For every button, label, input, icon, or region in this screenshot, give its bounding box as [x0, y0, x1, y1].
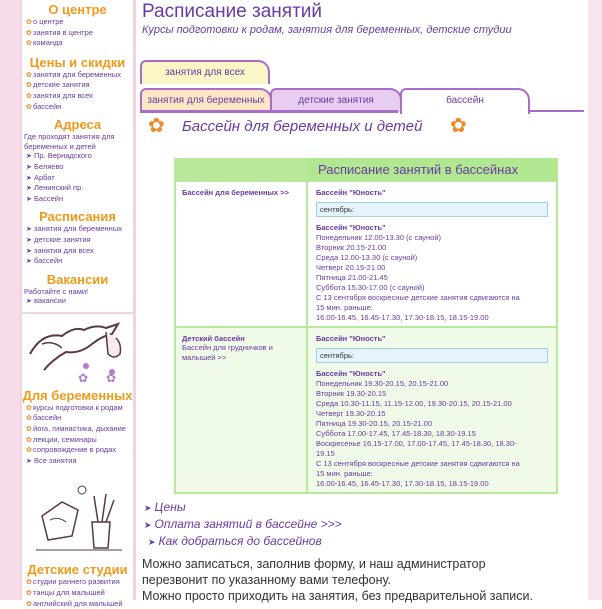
flower-bullet-icon: ✿ — [26, 82, 32, 90]
page-subtitle: Курсы подготовки к родам, занятия для беременных, детские студии — [142, 24, 512, 36]
sidebar-link[interactable]: ✿занятия в центре — [26, 27, 93, 37]
schedule-line: 16.00-16.45, 16.45-17.30, 17.30-18.15, 18.15-19.00 — [316, 479, 489, 488]
flower-bullet-icon: ✿ — [26, 404, 32, 412]
schedule-line: Суббота 15.30-17.00 (с сауной) — [316, 283, 425, 292]
arrow-icon: ➤ — [26, 457, 32, 465]
drawing-icon — [22, 466, 132, 562]
month-select[interactable]: сентябрь: — [316, 202, 548, 217]
sidebar — [20, 0, 136, 608]
sidebar-link[interactable]: ➤ занятия для всех — [26, 245, 94, 255]
flower-bullet-icon: ✿ — [26, 590, 32, 598]
sidebar-link[interactable]: ✿о центре — [26, 17, 64, 26]
schedule-line: Пятница 21.00-21.45 — [316, 273, 388, 282]
sidebar-heading-about: О центре — [48, 2, 107, 17]
svg-text:✿: ✿ — [106, 370, 117, 385]
sidebar-link[interactable]: ✿занятия для беременных — [26, 69, 121, 79]
sidebar-link[interactable]: ➤ детские занятия — [26, 234, 91, 244]
sidebar-link[interactable]: ➤ Бассейн — [26, 193, 64, 203]
month-select[interactable]: сентябрь: — [316, 348, 548, 363]
schedule-line: Понедельник 19.30-20.15, 20.15-21.00 — [316, 379, 449, 388]
schedule-line: Среда 10.30-11.15, 11.15-12.00, 19.30-20.15, 20.15-21.00 — [316, 399, 512, 408]
walkin-text-line: Можно просто приходить на занятия, без предварительной записи. — [142, 589, 533, 603]
sidebar-heading-vacancies: Вакансии — [46, 271, 109, 287]
prices-link[interactable]: ➤ Цены — [144, 500, 186, 514]
sidebar-heading-addresses: Адреса — [53, 117, 102, 133]
sidebar-link[interactable]: ✿танцы для малышей — [26, 588, 105, 598]
schedule-row-label — [176, 182, 306, 326]
schedule-line: 16.00-16.45, 16.45-17.30, 17.30-18.15, 18.15-19.00 — [316, 313, 489, 322]
sidebar-link[interactable]: ✿лекции, семинары — [26, 434, 97, 444]
flower-icon: ✿ — [148, 115, 165, 137]
arrow-icon: ➤ — [144, 503, 152, 513]
flower-bullet-icon: ✿ — [26, 600, 32, 608]
arrow-icon: ➤ — [26, 163, 32, 171]
kids-pool-title: Детский бассейн — [182, 334, 245, 343]
schedule-line: Четверг 20.15-21.00 — [316, 263, 386, 272]
schedule-row-label — [176, 328, 306, 492]
page-title: Расписание занятий — [142, 1, 323, 22]
flower-bullet-icon: ✿ — [26, 436, 32, 444]
sidebar-note-addresses: Где проходят занятия для беременных и детей — [24, 132, 115, 151]
flower-bullet-icon: ✿ — [26, 415, 32, 423]
arrow-icon: ➤ — [148, 537, 156, 547]
pool-name: Бассейн "Юность" — [316, 334, 386, 343]
arrow-icon: ➤ — [144, 520, 152, 530]
sidebar-link[interactable]: ➤ вакансии — [26, 296, 66, 306]
signup-text-line: Можно записаться, заполнив форму, и наш администратор — [142, 557, 486, 571]
sidebar-link[interactable]: ✿бассейн — [26, 413, 62, 423]
sidebar-link[interactable]: ➤ Арбат — [26, 172, 55, 182]
sidebar-heading-kids: Детские студии — [27, 562, 128, 578]
schedule-line: С 13 сентября воскресные детские занятия сдвигаются на — [316, 459, 520, 468]
svg-text:✿: ✿ — [78, 370, 89, 385]
stork-icon — [22, 314, 132, 388]
arrow-icon: ➤ — [26, 153, 32, 161]
schedule-line: Пятница 19.30-20.15, 20.15-21.00 — [316, 419, 433, 428]
flower-bullet-icon: ✿ — [26, 29, 32, 37]
arrow-icon: ➤ — [26, 195, 32, 203]
sidebar-list-pregnant — [22, 403, 133, 467]
pregnant-pool-link[interactable]: Бассейн для беременных >> — [182, 188, 289, 197]
arrow-icon: ➤ — [26, 298, 32, 306]
sidebar-link[interactable]: ✿сопровождение в родах — [26, 445, 117, 455]
schedule-line: Воскресенье 16.15-17.00, 17.00-17.45, 17.45-18.30, 18.30- — [316, 439, 517, 448]
sidebar-link[interactable]: ✿команда — [26, 38, 63, 48]
sidebar-link[interactable]: ➤ Беляево — [26, 161, 64, 171]
tab-all-classes[interactable]: занятия для всех — [140, 60, 270, 84]
sidebar-link[interactable]: ➤ бассейн — [26, 256, 63, 266]
schedule-line: Среда 12.00-13.30 (с сауной) — [316, 253, 418, 262]
schedule-line: 15 мин. раньше: — [316, 303, 373, 312]
arrow-icon: ➤ — [26, 226, 32, 234]
sidebar-heading-pregnant: Для беременных — [22, 387, 133, 403]
signup-text-line: перезвонит по указанному вами телефону. — [142, 573, 391, 587]
arrow-icon: ➤ — [26, 174, 32, 182]
flower-bullet-icon: ✿ — [26, 447, 32, 455]
sidebar-link[interactable]: ✿курсы подготовки к родам — [26, 402, 123, 412]
schedule-row-details — [308, 182, 556, 326]
tab-underline — [530, 110, 584, 112]
schedule-line: Вторник 19.30-20.15 — [316, 389, 387, 398]
flower-bullet-icon: ✿ — [26, 71, 32, 79]
sidebar-link[interactable]: ✿йога, гимнастика, дыхание — [26, 424, 126, 434]
section-title: Бассейн для беременных и детей — [182, 118, 423, 135]
schedule-lines — [316, 379, 548, 489]
sidebar-link[interactable]: ➤ занятия для беременных — [26, 224, 122, 234]
arrow-icon: ➤ — [26, 236, 32, 244]
sidebar-list-prices — [22, 70, 133, 112]
sidebar-divider — [22, 307, 133, 314]
tab-pregnant[interactable]: занятия для беременных — [140, 88, 272, 112]
tab-kids[interactable]: детские занятия — [270, 88, 402, 112]
sidebar-link[interactable]: ➤ Пр. Вернадского — [26, 151, 92, 161]
sidebar-list-vacancies — [22, 296, 133, 307]
sidebar-list-addresses — [22, 151, 133, 204]
child-drawing-illustration — [22, 466, 133, 562]
sidebar-list-schedules — [22, 224, 133, 266]
schedule-line: 15 мин. раньше: — [316, 469, 373, 478]
schedule-line: Четверг 19.30-20.15 — [316, 409, 386, 418]
schedule-title-spacer — [174, 158, 308, 180]
flower-bullet-icon: ✿ — [26, 579, 32, 587]
section-header — [146, 114, 586, 138]
directions-link[interactable]: ➤ Как добраться до бассейнов — [148, 534, 322, 548]
sidebar-link[interactable]: ✿занятия для всех — [26, 90, 93, 100]
sidebar-link[interactable]: ➤ Все занятия — [26, 455, 77, 465]
flower-bullet-icon: ✿ — [26, 92, 32, 100]
pool-name: Бассейн "Юность" — [316, 223, 386, 232]
schedule-table — [174, 158, 558, 494]
sidebar-link[interactable]: ✿студии раннего развития — [26, 577, 120, 587]
flower-icon: ✿ — [450, 115, 467, 137]
flower-bullet-icon: ✿ — [26, 426, 32, 434]
schedule-line: 19.15 — [316, 449, 335, 458]
flower-bullet-icon: ✿ — [26, 103, 32, 111]
schedule-line: Понедельник 12.00-13.30 (с сауной) — [316, 233, 442, 242]
sidebar-list-kids — [22, 577, 133, 609]
arrow-icon: ➤ — [26, 185, 32, 193]
pool-name: Бассейн "Юность" — [316, 188, 386, 197]
schedule-line: Суббота 17.00-17.45, 17.45-18.30, 18.30-19.15 — [316, 429, 476, 438]
sidebar-list-about — [22, 17, 133, 49]
right-background-stripe — [588, 0, 602, 600]
kids-pool-link[interactable]: Бассейн для грудничков и малышей >> — [182, 343, 273, 362]
pool-payment-link[interactable]: ➤ Оплата занятий в бассейне >>> — [144, 517, 342, 531]
schedule-lines — [316, 233, 548, 323]
schedule-line: Вторник 20.15-21.00 — [316, 243, 387, 252]
sidebar-heading-prices: Цены и скидки — [29, 54, 126, 70]
sidebar-heading-schedules: Расписания — [39, 209, 116, 225]
left-background-stripe — [0, 0, 20, 600]
schedule-row-details — [308, 328, 556, 492]
sidebar-link[interactable]: ✿бассейн — [26, 101, 62, 111]
schedule-title: Расписание занятий в бассейнах — [308, 158, 558, 180]
tab-underline — [140, 110, 398, 113]
schedule-line: С 13 сентября воскресные детские занятия сдвигаются на — [316, 293, 520, 302]
flower-bullet-icon: ✿ — [26, 40, 32, 48]
sidebar-link[interactable]: ✿детские занятия — [26, 80, 90, 90]
stork-illustration — [22, 314, 133, 388]
sidebar-link[interactable]: ✿английский для малышей — [26, 598, 123, 608]
pool-name: Бассейн "Юность" — [316, 369, 386, 378]
main-content — [142, 0, 588, 603]
schedule-title-row — [174, 158, 558, 180]
arrow-icon: ➤ — [26, 258, 32, 266]
sidebar-note-vacancies: Работайте с нами! — [24, 286, 89, 296]
arrow-icon: ➤ — [26, 247, 32, 255]
sidebar-link[interactable]: ➤ Ленинский пр. — [26, 183, 84, 193]
flower-bullet-icon: ✿ — [26, 19, 32, 26]
tab-pool[interactable]: бассейн — [400, 88, 530, 114]
